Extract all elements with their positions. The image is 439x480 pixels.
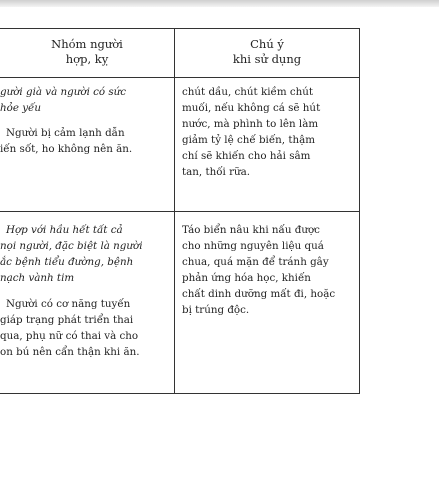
row2-avoid-group	[0, 296, 168, 360]
row2-right-line: phản ứng hóa học, khiến	[182, 272, 311, 284]
row2-right-line: Táo biển nâu khi nấu được	[182, 224, 320, 236]
row2-left-plain-line: qua, phụ nữ có thai và cho	[0, 330, 139, 342]
row2-right-line: cho những nguyên liệu quá	[182, 240, 324, 252]
row2-left-italic-line: nọi người, đặc biệt là người	[0, 240, 143, 252]
row2-right-line: chất dinh dưỡng mất đi, hoặc	[182, 288, 336, 300]
page-top-edge	[0, 0, 439, 7]
row2-suitable-group	[0, 222, 168, 286]
row1-left-italic-line: hỏe yếu	[0, 102, 41, 114]
food-usage-table	[0, 28, 360, 394]
row2-left-plain-line: Người có cơ năng tuyến	[6, 298, 131, 310]
row1-left-plain-line: Người bị cảm lạnh dẫn	[6, 127, 125, 139]
row-divider	[0, 211, 359, 212]
row1-left-italic-line: gười già và người có sức	[0, 86, 127, 98]
row1-right-line: nước, mà phình to lên làm	[182, 118, 319, 130]
row1-usage-notes	[182, 84, 352, 180]
header-divider	[0, 77, 359, 78]
row2-usage-notes	[182, 222, 352, 318]
row2-left-italic-line: ắc bệnh tiểu đường, bệnh	[0, 256, 134, 268]
header-left-line-1: Nhóm người	[51, 37, 123, 51]
header-right-line-1: Chú ý	[250, 37, 284, 51]
document-page	[0, 28, 360, 396]
header-right-line-2: khi sử dụng	[232, 52, 302, 66]
row1-avoid-group	[0, 125, 168, 157]
row2-right-line: chua, quá mặn để tránh gây	[182, 256, 329, 268]
row2-left-italic-line: nạch vành tim	[0, 272, 75, 284]
row2-right-line: bị trúng độc.	[182, 304, 250, 316]
row1-right-line: chút dầu, chút kiềm chút	[182, 86, 314, 98]
row1-right-line: giảm tỷ lệ chế biến, thậm	[182, 134, 316, 146]
header-usage-notes	[175, 37, 359, 67]
row1-right-line: muối, nếu không cá sẽ hút	[182, 102, 321, 114]
row2-left-italic-line: Hợp với hầu hết tất cả	[6, 224, 123, 236]
row2-left-plain-line: giáp trạng phát triển thai	[0, 314, 134, 326]
header-target-group	[0, 37, 174, 67]
row1-suitable-group	[0, 84, 168, 116]
row1-left-plain-line: iến sốt, ho không nên ăn.	[0, 143, 133, 155]
row1-right-line: chí sẽ khiến cho hải sâm	[182, 150, 311, 162]
row1-right-line: tan, thối rữa.	[182, 166, 251, 178]
header-left-line-2: hợp, kỵ	[65, 52, 109, 66]
row2-left-plain-line: on bú nên cẩn thận khi ăn.	[0, 346, 140, 358]
